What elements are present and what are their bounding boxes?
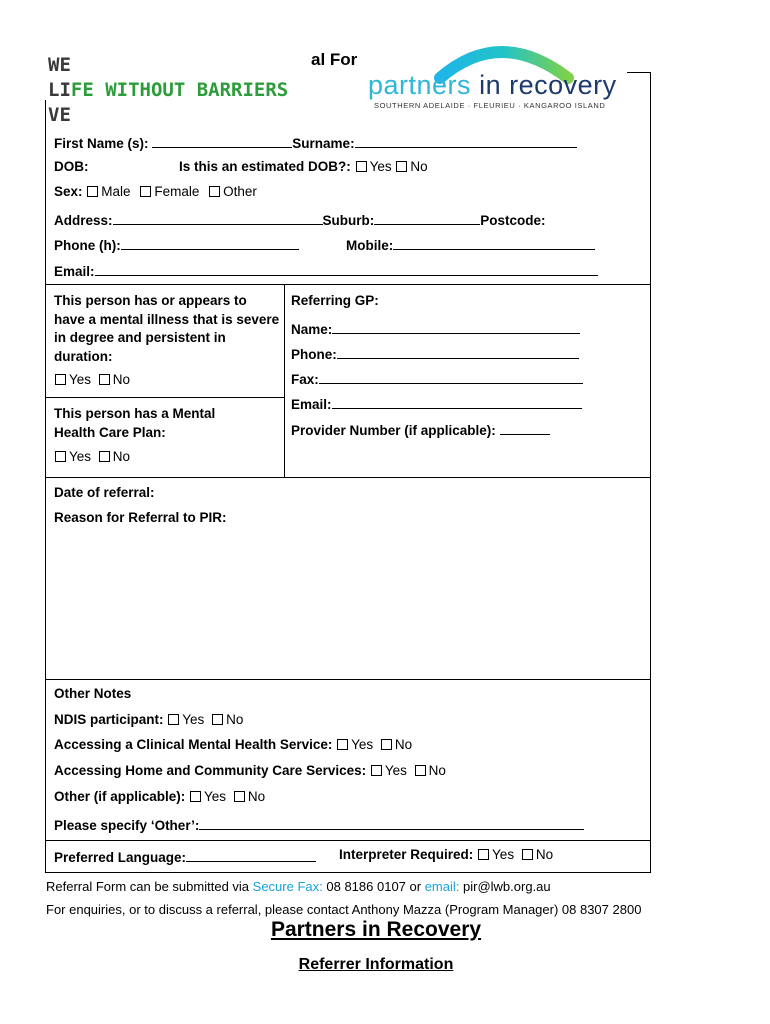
enquiries-text: For enquiries, or to discuss a referral, please contact Anthony Mazza (Program Manager) 08 8307 2800: [46, 902, 642, 917]
referring-gp-heading: Referring GP:: [291, 293, 379, 308]
suburb-field[interactable]: [374, 210, 480, 225]
estimated-dob-yes-checkbox[interactable]: [356, 161, 367, 172]
form-title-fragment: al For: [311, 50, 358, 69]
pir-logo-wordmark: partners in recovery: [368, 70, 617, 100]
other-notes-heading: Other Notes: [54, 686, 132, 701]
pir-region-text: SOUTHERN ADELAIDE · FLEURIEU · KANGAROO ISLAND: [374, 101, 606, 110]
reason-for-referral-label: Reason for Referral to PIR:: [54, 510, 227, 525]
other-yes-checkbox[interactable]: [190, 791, 201, 802]
specify-other-field[interactable]: [199, 815, 584, 830]
date-of-referral-label: Date of referral:: [54, 485, 155, 500]
care-plan-question: This person has a Mental Health Care Plan:: [54, 406, 216, 440]
first-name-field[interactable]: [152, 133, 292, 148]
gp-fax-row: Fax:: [291, 369, 583, 387]
home-care-row: Accessing Home and Community Care Services: Yes No: [54, 763, 446, 778]
section-title: Partners in Recovery: [270, 918, 482, 941]
first-name-row: First Name (s): Surname:: [54, 133, 577, 151]
gp-email-row: Email:: [291, 394, 582, 412]
ndis-yes-checkbox[interactable]: [168, 714, 179, 725]
mental-illness-no-checkbox[interactable]: [99, 374, 110, 385]
home-care-no-checkbox[interactable]: [415, 765, 426, 776]
gp-name-row: Name:: [291, 319, 580, 337]
gp-name-field[interactable]: [332, 319, 580, 334]
lwb-logo-line2: LIFE WITHOUT BARRIERS: [48, 79, 289, 101]
mental-illness-options: Yes No: [54, 372, 130, 387]
dob-label: DOB:: [54, 159, 89, 174]
clinical-service-row: Accessing a Clinical Mental Health Service: Yes No: [54, 737, 413, 752]
secure-fax-label: Secure Fax:: [252, 879, 323, 894]
preferred-language-row: Preferred Language:: [54, 847, 316, 865]
clinical-yes-checkbox[interactable]: [337, 739, 348, 750]
gp-phone-row: Phone:: [291, 344, 579, 362]
interpreter-yes-checkbox[interactable]: [478, 849, 489, 860]
reason-for-referral-field[interactable]: [54, 530, 644, 675]
mental-illness-question: This person has or appears to have a mental illness that is severe in degree and persistent in duration:: [54, 293, 280, 364]
other-no-checkbox[interactable]: [234, 791, 245, 802]
care-plan-options: Yes No: [54, 449, 130, 464]
email-address-link[interactable]: pir@lwb.org.au: [463, 879, 551, 894]
estimated-dob-no-checkbox[interactable]: [396, 161, 407, 172]
sex-male-checkbox[interactable]: [87, 186, 98, 197]
specify-other-row: Please specify ‘Other’:: [54, 815, 584, 833]
referrer-information-heading: Referrer Information: [298, 956, 454, 973]
email-field[interactable]: [95, 261, 598, 276]
email-row: Email:: [54, 261, 598, 279]
gp-provider-field[interactable]: [500, 420, 550, 435]
phone-home-field[interactable]: [121, 235, 299, 250]
gp-fax-field[interactable]: [319, 369, 583, 384]
email-label: email:: [424, 879, 460, 894]
estimated-dob-row: Is this an estimated DOB?: Yes No: [179, 159, 428, 174]
care-plan-no-checkbox[interactable]: [99, 451, 110, 462]
surname-field[interactable]: [355, 133, 577, 148]
address-row: Address: Suburb: Postcode:: [54, 210, 546, 228]
phone-row: Phone (h):: [54, 235, 299, 253]
gp-provider-row: Provider Number (if applicable):: [291, 420, 550, 438]
interpreter-row: Interpreter Required: Yes No: [339, 847, 554, 862]
sex-other-checkbox[interactable]: [209, 186, 220, 197]
ndis-no-checkbox[interactable]: [212, 714, 223, 725]
gp-phone-field[interactable]: [337, 344, 579, 359]
preferred-language-field[interactable]: [186, 847, 316, 862]
gp-email-field[interactable]: [332, 394, 582, 409]
other-applicable-row: Other (if applicable): Yes No: [54, 789, 266, 804]
address-field[interactable]: [113, 210, 323, 225]
mental-illness-yes-checkbox[interactable]: [55, 374, 66, 385]
ndis-row: NDIS participant: Yes No: [54, 712, 244, 727]
fax-number: 08 8186 0107 or: [326, 879, 422, 894]
lwb-logo-line1: WE: [48, 54, 71, 76]
interpreter-no-checkbox[interactable]: [522, 849, 533, 860]
clinical-no-checkbox[interactable]: [381, 739, 392, 750]
mobile-row: Mobile:: [346, 235, 595, 253]
home-care-yes-checkbox[interactable]: [371, 765, 382, 776]
mobile-field[interactable]: [393, 235, 595, 250]
submission-info: Referral Form can be submitted via Secure Fax: 08 8186 0107 or email: pir@lwb.org.au: [46, 879, 551, 894]
lwb-logo-line3: VE: [48, 104, 71, 126]
care-plan-yes-checkbox[interactable]: [55, 451, 66, 462]
sex-row: Sex: Male Female Other: [54, 184, 257, 199]
sex-female-checkbox[interactable]: [140, 186, 151, 197]
lwb-brand-name: FE WITHOUT BARRIERS: [70, 79, 289, 101]
